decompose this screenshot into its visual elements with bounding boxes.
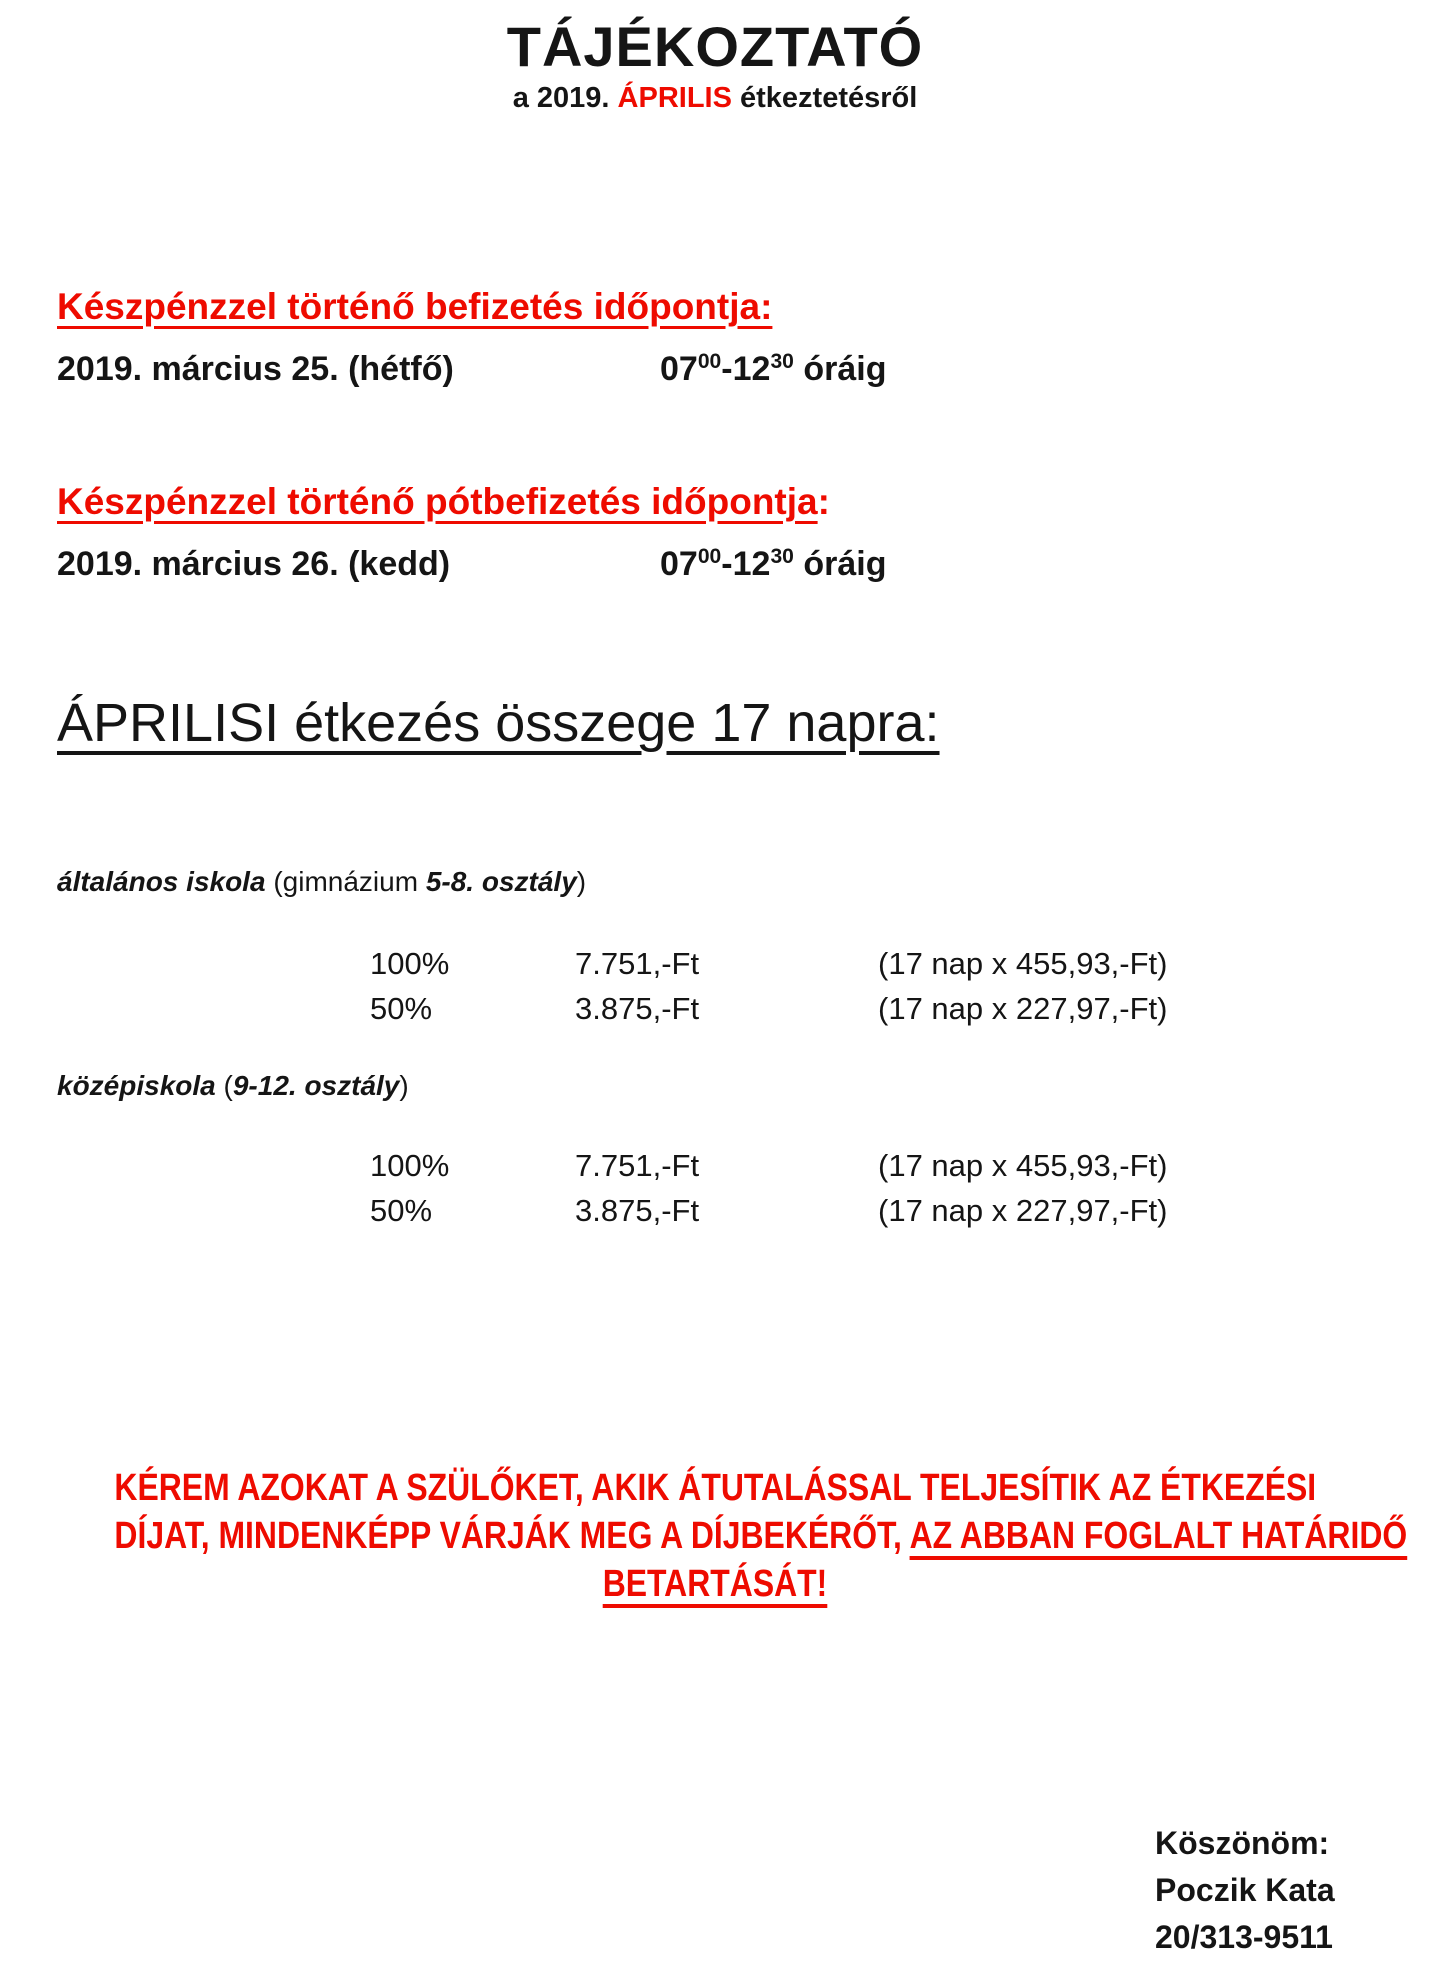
subtitle-prefix: a 2019. (512, 82, 618, 114)
price-amount: 3.875,-Ft (575, 1193, 700, 1228)
price-percent: 100% (370, 1148, 450, 1183)
notice-line-2-normal: DÍJAT, MINDENKÉPP VÁRJÁK MEG A DÍJBEKÉRŐT, (114, 1515, 910, 1557)
section-grades: 5-8. osztály (425, 866, 577, 897)
price-row (0, 946, 1430, 986)
notice-line-3-underlined: BETARTÁSÁT! (602, 1563, 828, 1605)
payment-date-cash: 2019. március 25. (hétfő) (57, 350, 454, 388)
price-row (0, 1148, 1430, 1188)
price-detail: (17 nap x 455,93,-Ft) (878, 946, 1168, 981)
time-end-min: 30 (770, 545, 794, 569)
notice-line-2-underlined: AZ ABBAN FOGLALT HATÁRIDŐ (909, 1515, 1408, 1557)
time-start-hour: 07 (660, 350, 698, 388)
notice-line-2 (114, 1512, 1408, 1560)
section-paren-suffix: ) (399, 1070, 409, 1101)
subtitle-suffix: étkeztetésről (731, 82, 918, 114)
time-start-min: 00 (697, 545, 722, 569)
price-row (0, 991, 1430, 1031)
payment-time-cash (660, 350, 886, 389)
payment-row-cash (0, 350, 1430, 396)
signature-phone: 20/313-9511 (1155, 1919, 1333, 1955)
section-paren-suffix: ) (576, 866, 587, 897)
section-label-elementary (57, 866, 586, 898)
time-end-hour: 12 (732, 545, 771, 583)
price-percent: 100% (370, 946, 450, 981)
section-name: középiskola (57, 1070, 216, 1101)
section-paren-prefix: ( (215, 1070, 233, 1101)
section-name: általános iskola (57, 866, 266, 897)
price-detail: (17 nap x 455,93,-Ft) (878, 1148, 1168, 1183)
price-detail: (17 nap x 227,97,-Ft) (878, 991, 1168, 1026)
price-amount: 7.751,-Ft (575, 1148, 700, 1183)
page-subtitle (0, 82, 1430, 115)
payment-heading-cash (57, 286, 772, 328)
payment-heading-cash-text: Készpénzzel történő befizetés időpontja: (57, 286, 773, 327)
payment-heading-late-text: Készpénzzel történő pótbefizetés időpontja (57, 481, 818, 522)
signature-thanks: Köszönöm: (1155, 1825, 1330, 1861)
time-start-hour: 07 (660, 545, 698, 583)
payment-row-late (0, 545, 1430, 591)
page-title: TÁJÉKOZTATÓ (506, 15, 924, 78)
price-amount: 7.751,-Ft (575, 946, 700, 981)
time-dash: - (721, 545, 733, 583)
time-end-min: 30 (770, 350, 794, 374)
price-row (0, 1193, 1430, 1233)
time-suffix: óráig (793, 545, 887, 583)
time-end-hour: 12 (732, 350, 771, 388)
payment-time-late (660, 545, 886, 584)
price-amount: 3.875,-Ft (575, 991, 700, 1026)
payment-date-late: 2019. március 26. (kedd) (57, 545, 451, 583)
price-percent: 50% (370, 991, 433, 1026)
price-detail: (17 nap x 227,97,-Ft) (878, 1193, 1168, 1228)
transfer-notice (114, 1464, 1408, 1608)
section-paren-prefix: (gimnázium (265, 866, 426, 897)
notice-line-3 (114, 1560, 1315, 1608)
section-label-highschool (57, 1070, 409, 1102)
price-percent: 50% (370, 1193, 433, 1228)
section-grades: 9-12. osztály (232, 1070, 400, 1101)
summary-heading: ÁPRILISI étkezés összege 17 napra: (57, 693, 940, 753)
subtitle-month-highlight: ÁPRILIS (617, 82, 732, 114)
signature-name: Poczik Kata (1155, 1872, 1335, 1908)
time-suffix: óráig (793, 350, 887, 388)
payment-heading-late-colon: : (817, 481, 830, 522)
signature-block (1155, 1820, 1335, 1961)
payment-heading-late (57, 481, 830, 523)
notice-line-1: KÉREM AZOKAT A SZÜLŐKET, AKIK ÁTUTALÁSSAL TELJESÍTIK AZ ÉTKEZÉSI (114, 1467, 1317, 1509)
time-start-min: 00 (697, 350, 722, 374)
time-dash: - (721, 350, 733, 388)
